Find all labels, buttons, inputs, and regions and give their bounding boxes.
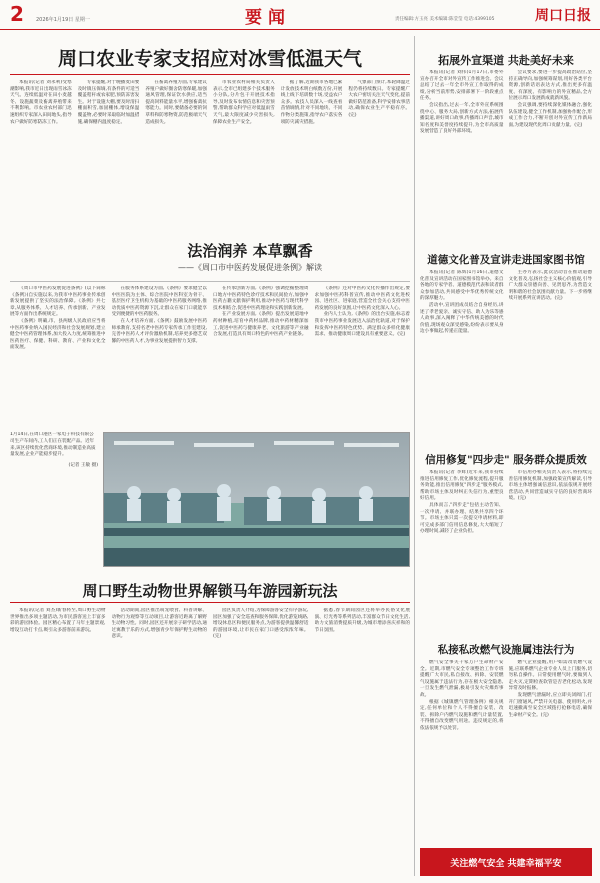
article-body-r4 (420, 660, 592, 842)
article-column (112, 608, 208, 878)
article-column (509, 270, 593, 440)
paragraph: 燃气企业提醒,用户如需改装燃气设施,应联系燃气企业专业人员上门服务,切勿私自操作。日常使用燃气时,要做到人走火灭,定期检查软管是否老化松动,发现异常及时报修。 (508, 660, 592, 692)
banner-text: 关注燃气安全 共建幸福平安 (450, 858, 562, 869)
paragraph: 燃气安全事关千家万户生命财产安全。近期,市燃气安全专项整治工作专班提醒广大市民,私自接改、拆除、安装燃气设施属于违法行为,存在极大安全隐患,一旦发生燃气泄漏,极易引发火灾爆炸事故。 (420, 660, 504, 698)
article-column (10, 286, 106, 424)
paragraph: 专家提醒,对于晚播麦田要及时镇压保墒,有条件的可适当覆盖秸秆或农家肥,预防冻害发生。对于设施大棚,要及时清扫棚面积雪,加固棚体,增设保温覆盖物,必要时采取临时加温措施,确保棚内温度稳定。 (77, 80, 140, 125)
article-body-r1 (420, 70, 592, 240)
paragraph: 市农业农村局相关负责人表示,全市已组建多个技术服务小分队,分片包干开展技术指导,及时发布农情信息和灾害预警,帮助群众科学应对低温雨雪天气,最大限度减少灾害损失,保障农业生产安全。 (213, 80, 275, 125)
article-column (420, 470, 504, 630)
paragraph: 具体而言,"四步走"包括主动告知、一次申请、并联办理、结果共享四个环节。市场主体只需一次提交申请材料,即可完成多部门信用信息修复,大大缩短了办理时间,减轻了企业负担。 (420, 502, 504, 535)
article-column (315, 286, 411, 424)
column-divider (414, 36, 415, 876)
editor-credits: 责任编辑:方玉亮 美术编辑:陈莹莹 电话:4399105 (395, 17, 495, 22)
article-headline: 周口农业专家支招应对冰雪低温天气 (57, 48, 362, 70)
article-column (509, 470, 593, 630)
paragraph: 根据《城镇燃气管理条例》相关规定,任何单位和个人不得擅自安装、改装、拆除户内燃气设施和燃气计量装置,不得擅自改变燃气用途。违反规定的,将依法依规予以处罚。 (420, 699, 504, 731)
article-column (281, 80, 343, 230)
paragraph: 会议强调,要持续深化媒体融合,强化队伍建设,健全工作机制,加强协作配合,形成工作合力,不断开创对外宣传工作新局面,为建设现代化周口贡献力量。(完) (508, 102, 592, 128)
paragraph: 在人才培养方面,《条例》鼓励发展中医药师承教育,支持名老中医药专家传承工作室建设,完善中医药人才评价激励机制,培养更多德艺双馨的中医药人才,为事业发展提供智力支撑。 (111, 318, 207, 344)
article-column (315, 608, 411, 878)
paragraph: 本报讯(记者 刘永利)受寒潮影响,我市近日出现雨雪冰冻天气。连续低温对在田小麦越冬、设施蔬菜及畜禽养殖带来不利影响。市农业农村部门迅速组织专家深入田间地头,指导农户做好防寒防冻工作。 (10, 80, 72, 125)
article-column (10, 80, 72, 230)
article-column (112, 286, 208, 424)
paragraph: 主办方表示,此次活动旨在推动道德文化普及,弘扬社会主义核心价值观,引导广大群众崇德向善、见贤思齐,为营造文明和谐的社会氛围贡献力量。下一步将继续开展系列宣讲活动。(完) (508, 270, 592, 302)
divider (10, 281, 410, 282)
article-column (348, 80, 410, 230)
article-column (420, 70, 504, 240)
article-body-r3 (420, 470, 592, 630)
article-body-r2 (420, 270, 592, 440)
paragraph: 发现燃气泄漏时,应立即关闭阀门,打开门窗通风,严禁开关电器、使用明火,并迅速撤离至安全区域拨打抢修电话,确保生命财产安全。(完) (508, 692, 592, 718)
article-headline: 私接私改燃气设施属违法行为 (437, 644, 575, 656)
page-header (0, 0, 600, 30)
headline-rule (10, 74, 410, 75)
page-number: 2 (10, 2, 24, 26)
safety-banner (420, 848, 592, 876)
article-column (213, 80, 275, 230)
paragraph: 《周口市中医药发展促进条例》(以下简称《条例》)自实施以来,为我市中医药事业传承创新发展提供了坚实的法治保障。《条例》共七章,从服务体系、人才培养、传承创新、产业发展等方面作出系统规定。 (10, 286, 106, 318)
article-column (78, 80, 140, 230)
paragraph: 气象部门预计,本轮降温过程仍将持续数日。专家提醒广大农户密切关注天气变化,提前做好防范准备,科学安排农事活动,确保农业生产平稳有序。(完) (348, 80, 411, 118)
article-headline: 周口野生动物世界解锁马年游园新玩法 (82, 582, 338, 600)
paragraph: 本报讯(记者 刘杰)新春将至,周口野生动物世界推出多项主题活动,为市民游客送上丰富多彩的游园体验。园区精心布置了马年主题景观,增设互动打卡点,吸引众多游客前来游玩。 (10, 608, 106, 633)
paragraph: 会议指出,过去一年,全市外宣系统围绕中心、服务大局,创新方式方法,拓展传播渠道,讲好周口故事,传播周口声音,城市知名度和美誉度持续提升,为全市高质量发展营造了良好外部环境。 (420, 102, 504, 135)
article-column (509, 660, 593, 842)
paragraph: 《条例》还对中医药文化传播作出规定,要求加强中医药科普宣传,推动中医药文化进校园、进社区、进家庭,营造全社会关心支持中医药发展的良好氛围,让中医药文化深入人心。 (314, 286, 410, 311)
paragraph: 本报讯(记者 刘伟)1月17日,市委外宣办召开全市对外宣传工作推进会。会议总结了过去一年全市外宣工作取得的成绩,分析当前形势,安排部署下一阶段重点任务。 (420, 70, 504, 102)
paragraph: 活动期间,园区推出萌宠喂食、科普讲解、动物行为观察等互动项目,让游客近距离了解野生动物习性。同时,园区还开展亲子研学活动,通过寓教于乐的方式,增强青少年保护野生动物的意识。 (111, 608, 207, 640)
headline-rule (10, 602, 410, 603)
caption-text: 1月14日,在周口港区一家电子科技有限公司生产车间内,工人们正在装配产品。近年来,该区持续优化营商环境,推动制造业高质量发展,企业产能稳步提升。 (10, 432, 96, 458)
photo-credit: (记者 王敏 摄) (68, 463, 98, 469)
factory-photo (103, 432, 410, 567)
issue-date: 2026年1月19日 星期一 (36, 17, 90, 23)
paragraph: 在畜禽养殖方面,专家建议养殖户做好圈舍防寒保暖,加强通风管理,保证饮水供应,适当提高饲料能量水平,增强畜禽抗寒能力。同时,要储备必要的饲草料和防寒物资,防范极端天气造成损失。 (145, 80, 208, 125)
paragraph: 据了解,近期我市各地已累计发放技术明白纸数万份,开展线上线下培训数十场,受益农户众多。农技人员深入一线查看苗情墒情,针对不同地块、不同作物分类施策,指导农户落实各项防灾减灾措施。 (280, 80, 343, 125)
article-column (145, 80, 207, 230)
photo-caption (10, 432, 98, 572)
paragraph: 本报讯(记者 李辉)近年来,我市持续推进信用修复工作,优化修复流程,提升服务效能,推出信用修复"四步走"服务模式,帮助市场主体及时纠正失信行为,重塑良好信用。 (420, 470, 504, 502)
article-column (420, 270, 504, 440)
article-column (10, 608, 106, 878)
paragraph: 在传承创新方面,《条例》强调挖掘整理周口地方中医药特色诊疗技术和民间验方,加强中医药古籍文献保护利用,推动中医药与现代科学技术相结合,促进中医药理论和实践创新发展。 (213, 286, 309, 311)
article-headline: 道德文化普及宣讲走进国家图书馆 (427, 254, 585, 266)
paragraph: 会议要求,要进一步提高政治站位,坚持正确导向,加强统筹谋划,用好各类平台资源,创新话语表达方式,推出更多有温度、有深度、有影响力的外宣精品,全方位展示周口发展新成就新风貌。 (508, 70, 592, 102)
paragraph: 活动中,宣讲团成员结合自身经历,讲述了孝老爱亲、诚实守信、助人为乐等感人故事,深入阐释了中华传统美德的时代价值,现场观众深受感染,纷纷表示要从身边小事做起,传递正能量。 (420, 302, 504, 335)
paragraph: 《条例》明确,市、县两级人民政府应当将中医药事业纳入国民经济和社会发展规划,建立健全中医药管理体系,加大投入力度,统筹推进中医药医疗、保健、科研、教育、产业和文化全面发展。 (10, 318, 106, 351)
article-headline: 法治润养 本草飘香 (187, 242, 313, 260)
article-headline: 信用修复"四步走" 服务群众提质效 (425, 454, 587, 466)
article-column (509, 70, 593, 240)
paragraph: 市信用办相关负责人表示,将持续完善信用修复机制,加强政策宣传解读,引导市场主体增强诚信意识,依法依规开展经营活动,共同营造诚实守信的良好营商环境。(完) (508, 470, 592, 502)
section-title: 要闻 (245, 8, 291, 28)
paragraph: 据悉,春节期间园区还将举办民俗文化展演、灯光秀等系列活动,丰富群众节日文化生活,助力文旅消费提质升级,为城市增添喜庆祥和的节日氛围。 (314, 608, 410, 633)
article-body-2 (10, 286, 410, 424)
paragraph: 本报讯(记者 陈辉)1月16日,道德文化普及宣讲活动在国家图书馆举办。来自各地的专家学者、道德模范代表和读者群众参加活动,共同感受中华优秀传统文化的深厚魅力。 (420, 270, 504, 302)
paragraph: 在产业发展方面,《条例》提出发展道地中药材种植,培育中药材品牌,推动中药材精深加工,促进中医药与健康养老、文化旅游等产业融合发展,打造具有周口特色的中医药产业链条。 (213, 312, 309, 338)
newspaper-logo: 周口日报 (535, 8, 591, 24)
article-column (420, 660, 504, 842)
paragraph: 在服务体系建设方面,《条例》要求健全以中医医院为主体、综合医院中医科室为骨干、基层医疗卫生机构为基础的中医药服务网络,推动优质中医药资源下沉,让群众在家门口就能享受到便捷的中医药服务。 (111, 286, 207, 318)
paragraph: 业内人士认为,《条例》的出台实施,标志着我市中医药事业发展迈入法治化轨道,对于保护和发挥中医药特色优势、满足群众多样化健康需求、推动健康周口建设具有重要意义。(完) (314, 312, 410, 338)
article-body-1 (10, 80, 410, 230)
article-column (213, 286, 309, 424)
article-headline: 拓展外宣渠道 共赴美好未来 (438, 54, 574, 67)
factory-photo-image (104, 433, 410, 567)
paragraph: 园区负责人介绍,为保障游客安全有序游玩,园区加强了安全巡查和服务保障,优化游览线路,增设休息区和便民服务点,为游客提供温馨舒适的游园环境,让市民在家门口感受浓浓年味。(完) (213, 608, 309, 640)
article-subtitle: ——《周口市中医药发展促进条例》解读 (178, 263, 322, 272)
article-body-3 (10, 608, 410, 878)
article-column (213, 608, 309, 878)
